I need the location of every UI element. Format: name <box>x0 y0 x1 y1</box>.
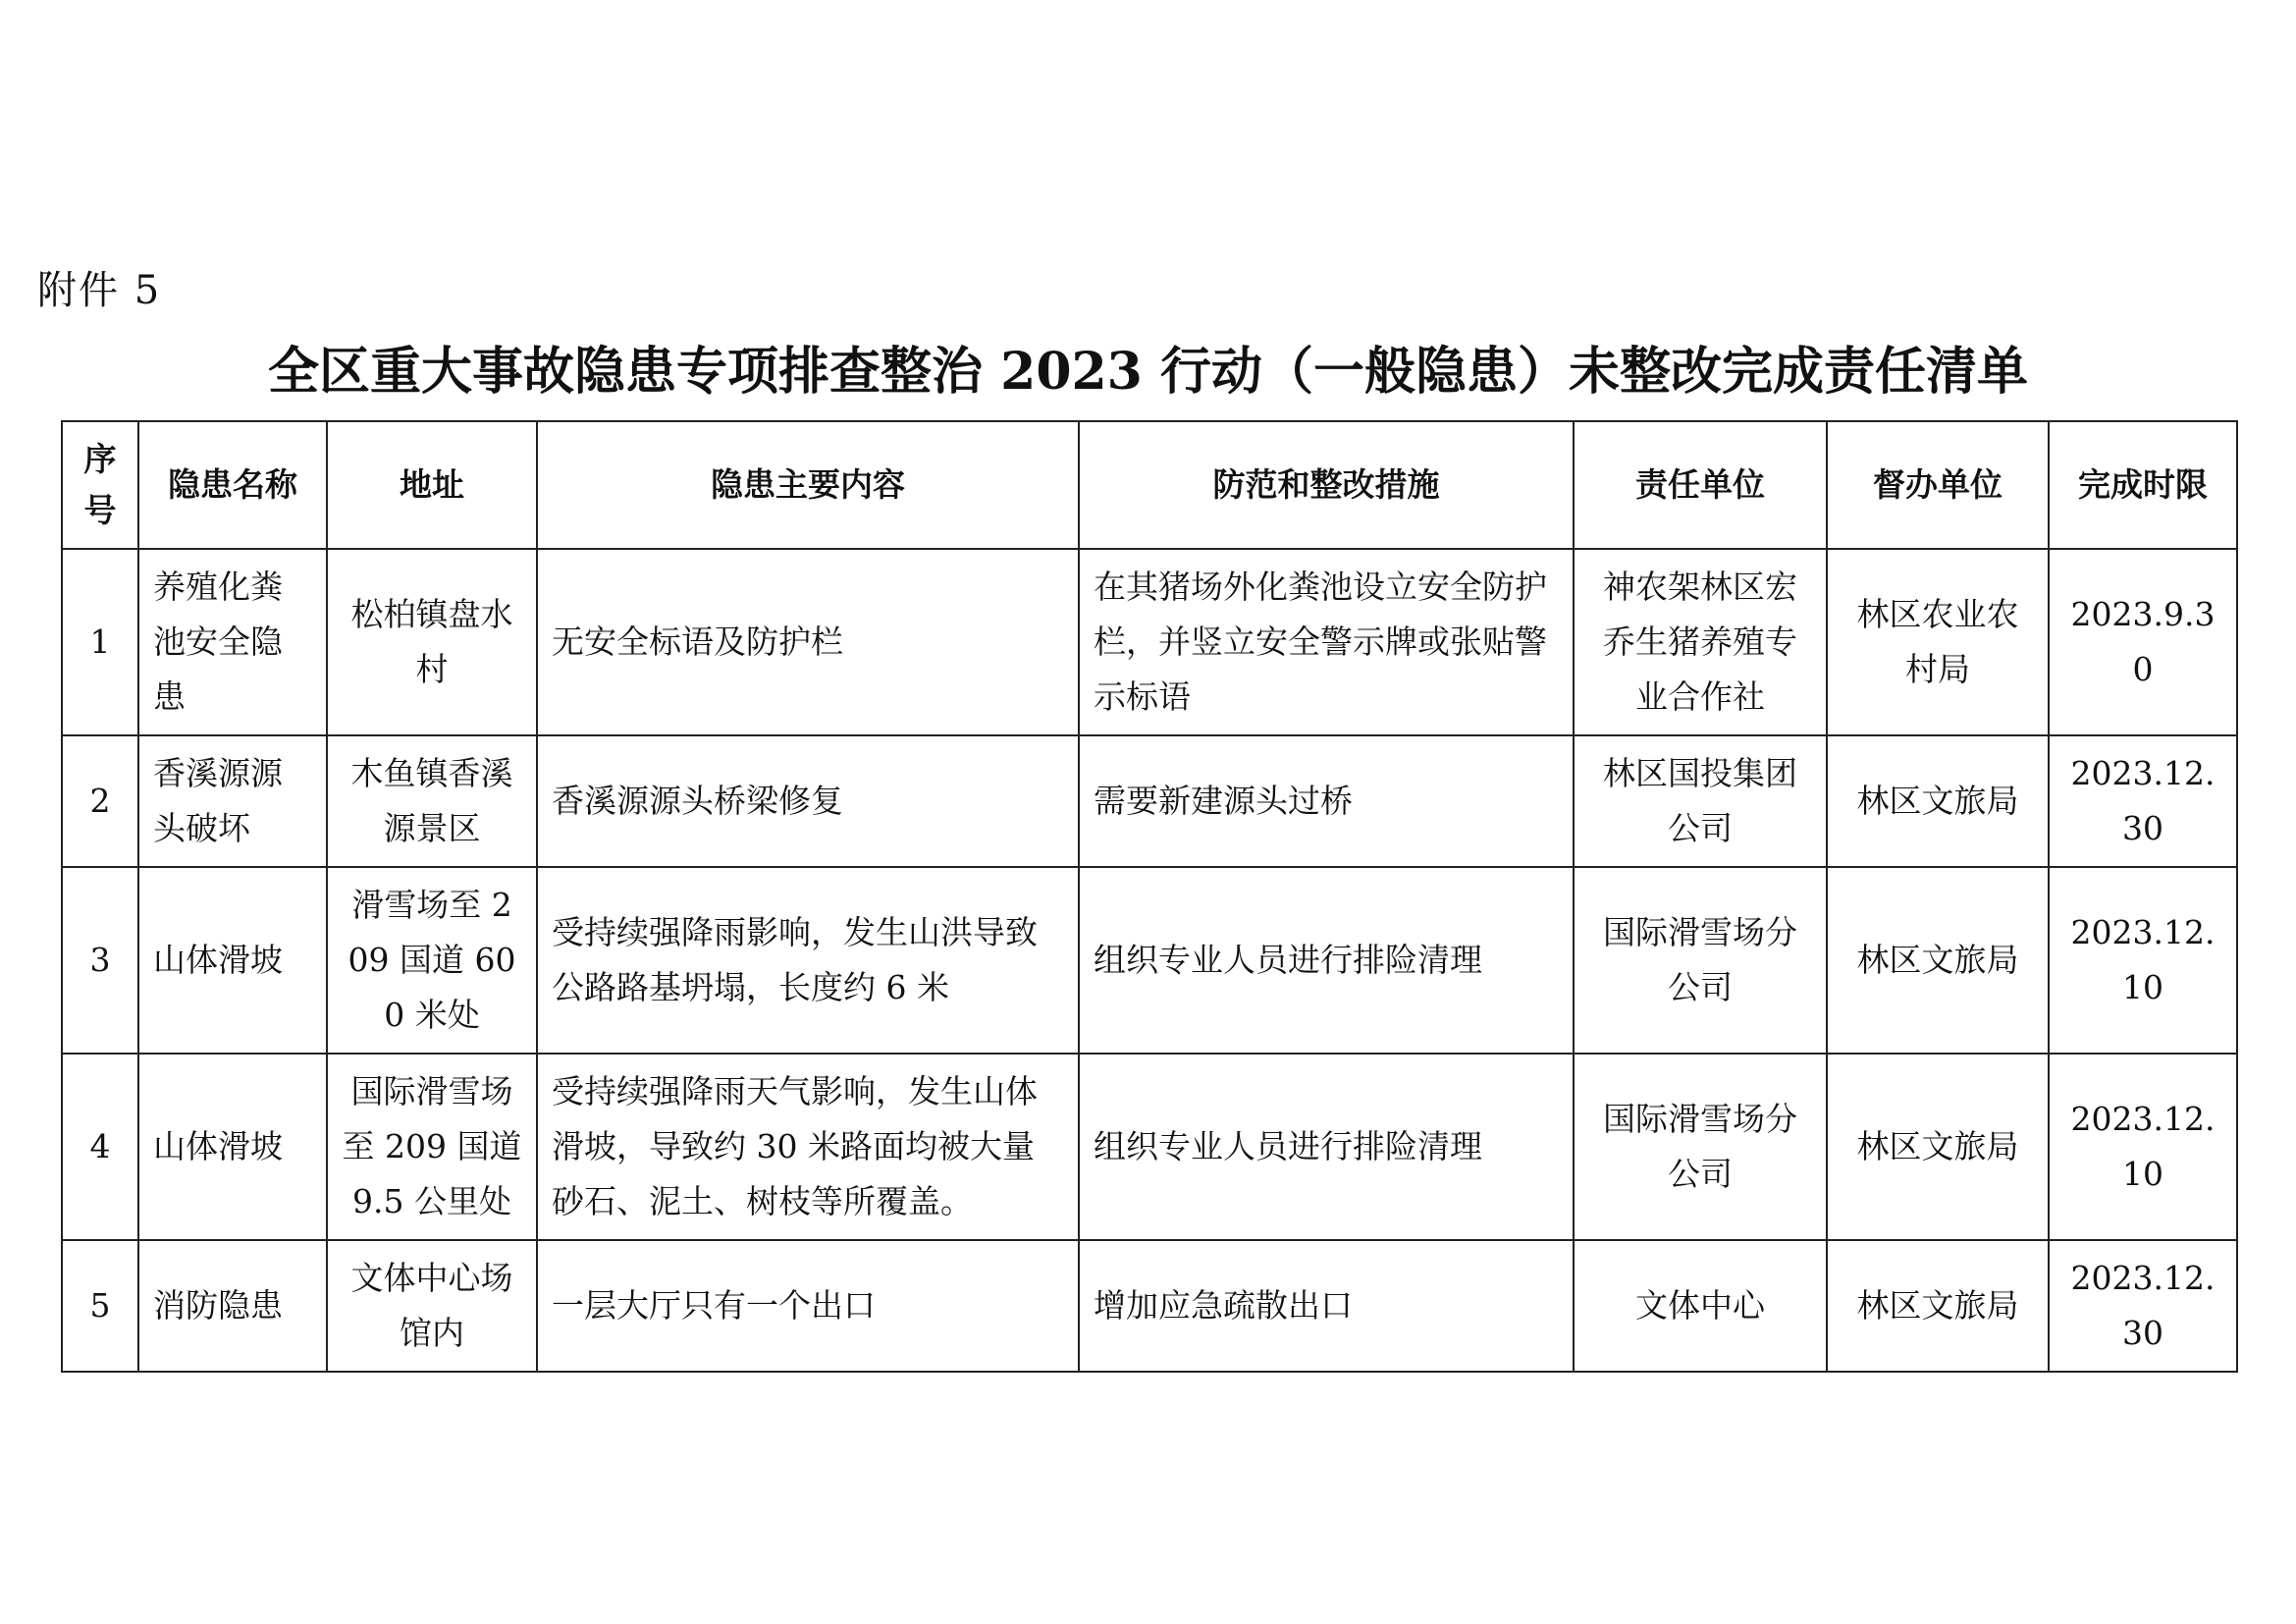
header-index: 序号 <box>62 421 138 549</box>
table-row <box>62 867 2237 1054</box>
cell-hazard-name: 香溪源源头破坏 <box>138 735 327 867</box>
cell-index: 4 <box>62 1054 138 1240</box>
cell-measures: 在其猪场外化粪池设立安全防护栏，并竖立安全警示牌或张贴警示标语 <box>1079 549 1574 735</box>
cell-supervising-unit: 林区文旅局 <box>1827 1240 2049 1372</box>
cell-hazard-name: 养殖化粪池安全隐患 <box>138 549 327 735</box>
cell-index: 1 <box>62 549 138 735</box>
cell-deadline: 2023.9.30 <box>2049 549 2237 735</box>
cell-address: 国际滑雪场至 209 国道 9.5 公里处 <box>327 1054 537 1240</box>
table-row <box>62 549 2237 735</box>
cell-index: 2 <box>62 735 138 867</box>
cell-hazard-content: 香溪源源头桥梁修复 <box>537 735 1079 867</box>
cell-address: 松柏镇盘水村 <box>327 549 537 735</box>
cell-responsible-unit: 文体中心 <box>1574 1240 1827 1372</box>
cell-hazard-content: 无安全标语及防护栏 <box>537 549 1079 735</box>
table-header-row <box>62 421 2237 549</box>
cell-deadline: 2023.12.30 <box>2049 1240 2237 1372</box>
page-title: 全区重大事故隐患专项排查整治 2023 行动（一般隐患）未整改完成责任清单 <box>268 342 2028 402</box>
cell-hazard-name: 消防隐患 <box>138 1240 327 1372</box>
cell-hazard-content: 受持续强降雨天气影响，发生山体滑坡，导致约 30 米路面均被大量砂石、泥土、树枝等所覆盖。 <box>537 1054 1079 1240</box>
header-address: 地址 <box>327 421 537 549</box>
cell-supervising-unit: 林区文旅局 <box>1827 867 2049 1054</box>
header-deadline: 完成时限 <box>2049 421 2237 549</box>
cell-responsible-unit: 国际滑雪场分公司 <box>1574 867 1827 1054</box>
cell-responsible-unit: 国际滑雪场分公司 <box>1574 1054 1827 1240</box>
cell-address: 木鱼镇香溪源景区 <box>327 735 537 867</box>
header-hazard-name: 隐患名称 <box>138 421 327 549</box>
cell-measures: 增加应急疏散出口 <box>1079 1240 1574 1372</box>
table-row <box>62 1240 2237 1372</box>
cell-index: 3 <box>62 867 138 1054</box>
cell-responsible-unit: 林区国投集团公司 <box>1574 735 1827 867</box>
header-supervising-unit: 督办单位 <box>1827 421 2049 549</box>
cell-address: 滑雪场至 209 国道 600 米处 <box>327 867 537 1054</box>
header-measures: 防范和整改措施 <box>1079 421 1574 549</box>
cell-supervising-unit: 林区农业农村局 <box>1827 549 2049 735</box>
cell-deadline: 2023.12.10 <box>2049 1054 2237 1240</box>
cell-measures: 组织专业人员进行排险清理 <box>1079 867 1574 1054</box>
header-hazard-content: 隐患主要内容 <box>537 421 1079 549</box>
table-row <box>62 1054 2237 1240</box>
cell-measures: 组织专业人员进行排险清理 <box>1079 1054 1574 1240</box>
cell-supervising-unit: 林区文旅局 <box>1827 1054 2049 1240</box>
cell-index: 5 <box>62 1240 138 1372</box>
cell-measures: 需要新建源头过桥 <box>1079 735 1574 867</box>
cell-address: 文体中心场馆内 <box>327 1240 537 1372</box>
responsibility-table <box>61 420 2238 1373</box>
cell-hazard-name: 山体滑坡 <box>138 867 327 1054</box>
cell-supervising-unit: 林区文旅局 <box>1827 735 2049 867</box>
table-row <box>62 735 2237 867</box>
cell-hazard-content: 一层大厅只有一个出口 <box>537 1240 1079 1372</box>
cell-deadline: 2023.12.10 <box>2049 867 2237 1054</box>
attachment-label: 附件 5 <box>37 268 162 313</box>
header-responsible-unit: 责任单位 <box>1574 421 1827 549</box>
cell-hazard-content: 受持续强降雨影响，发生山洪导致公路路基坍塌，长度约 6 米 <box>537 867 1079 1054</box>
cell-deadline: 2023.12.30 <box>2049 735 2237 867</box>
cell-hazard-name: 山体滑坡 <box>138 1054 327 1240</box>
cell-responsible-unit: 神农架林区宏乔生猪养殖专业合作社 <box>1574 549 1827 735</box>
